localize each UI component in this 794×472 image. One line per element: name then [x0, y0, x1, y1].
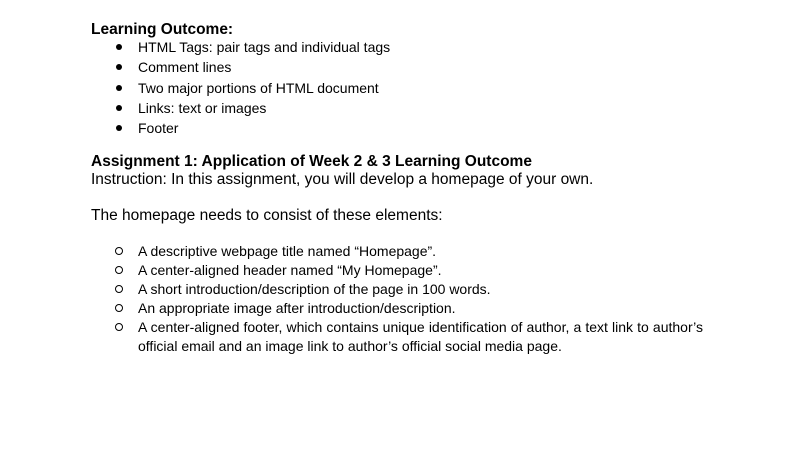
list-item — [0, 261, 794, 280]
hollow-bullet-icon — [115, 285, 123, 293]
list-item — [0, 38, 794, 56]
hollow-bullet-icon — [115, 323, 123, 331]
list-item-label: Two major portions of HTML document — [138, 80, 379, 96]
list-item-label: HTML Tags: pair tags and individual tags — [138, 39, 391, 55]
hollow-bullet-icon — [115, 247, 123, 255]
list-item-label: A center-aligned footer, which contains unique identification of author, a text link to author’s official email and an image link to author’s official social media page. — [138, 319, 703, 354]
list-item — [0, 318, 794, 356]
list-item — [0, 79, 794, 97]
list-item-label: A center-aligned header named “My Homepage”. — [138, 262, 442, 278]
list-item-label: Comment lines — [138, 59, 232, 75]
learning-outcome-heading: Learning Outcome: — [91, 21, 234, 38]
hollow-bullet-icon — [115, 266, 123, 274]
list-item-label: An appropriate image after introduction/description. — [138, 300, 456, 316]
elements-intro: The homepage needs to consist of these elements: — [91, 207, 443, 224]
list-item-label: Links: text or images — [138, 100, 267, 116]
list-item-label: A short introduction/description of the page in 100 words. — [138, 281, 491, 297]
bullet-icon — [116, 105, 122, 111]
bullet-icon — [116, 125, 122, 131]
list-item — [0, 280, 794, 299]
list-item — [0, 299, 794, 318]
list-item — [0, 58, 794, 76]
list-item-label: A descriptive webpage title named “Homepage”. — [138, 243, 437, 259]
list-item — [0, 119, 794, 137]
assignment-instruction: Instruction: In this assignment, you will develop a homepage of your own. — [91, 171, 594, 188]
list-item — [0, 99, 794, 117]
list-item-label: Footer — [138, 120, 179, 136]
bullet-icon — [116, 44, 122, 50]
hollow-bullet-icon — [115, 304, 123, 312]
list-item — [0, 242, 794, 261]
bullet-icon — [116, 64, 122, 70]
bullet-icon — [116, 85, 122, 91]
assignment-heading: Assignment 1: Application of Week 2 & 3 Learning Outcome — [91, 153, 532, 170]
